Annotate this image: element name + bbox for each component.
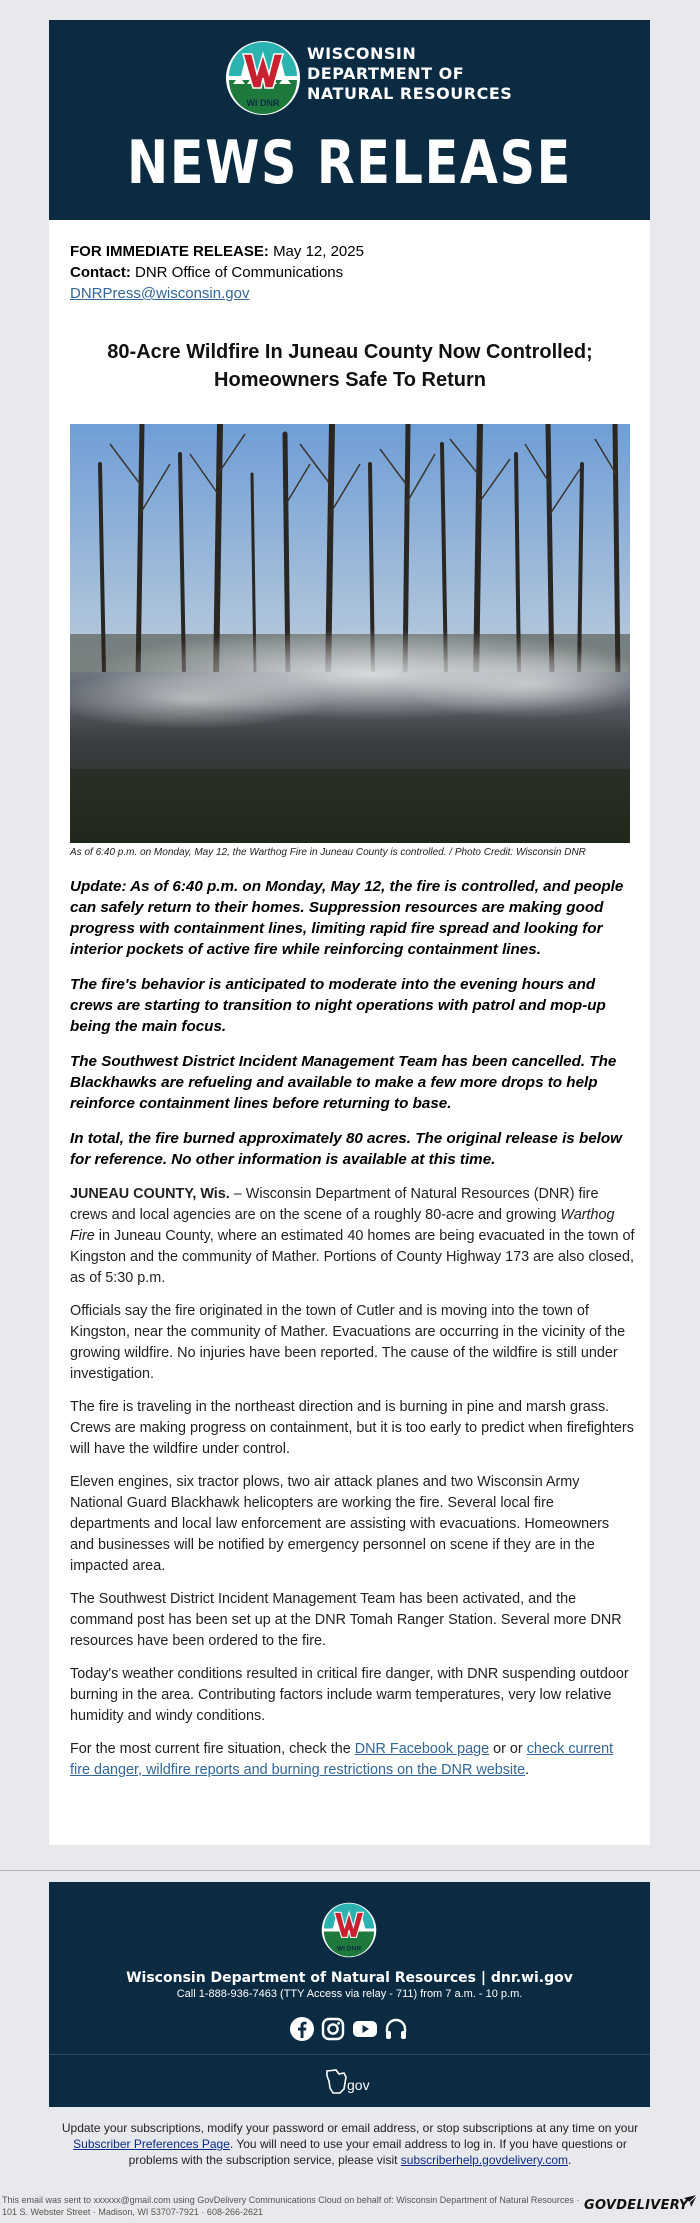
agency-name xyxy=(307,44,512,104)
dnr-facebook-link[interactable]: DNR Facebook page xyxy=(354,1741,490,1757)
update-paragraph: The fire's behavior is anticipated to moderate into the evening hours and crews are starting to transition to night operations with patrol and mop-up being the main focus. xyxy=(70,976,606,1035)
article-paragraph: The Southwest District Incident Management Team has been activated, and the command post has been set up at the DNR Tomah Ranger Station. Several more DNR resources have been ordered to the fire. xyxy=(70,1591,622,1649)
subscriber-preferences-link[interactable]: Subscriber Preferences Page xyxy=(73,2137,230,2151)
article-paragraph: Officials say the fire originated in the town of Cutler and is moving into the town of Kingston, near the community of Mather. Evacuations are occurring in the vicinity of the growing wildfire. No injuries have been reported. The cause of the wildfire is still under investigation. xyxy=(70,1303,626,1382)
wildfire-photo xyxy=(70,424,630,843)
agency-line: DEPARTMENT OF xyxy=(307,64,465,83)
notice-text: . You will need to use your email address to log in. If you have questions or problems with the subscription service, please visit xyxy=(128,2137,627,2167)
release-meta xyxy=(70,241,364,304)
govdelivery-mark-icon xyxy=(683,2194,698,2208)
svg-text:WI DNR: WI DNR xyxy=(246,98,280,108)
article-paragraph: Today's weather conditions resulted in critical fire danger, with DNR suspending outdoor burning in the area. Contributing factors include warm temperatures, very low relative humidity and windy conditions. xyxy=(70,1666,629,1724)
release-label: FOR IMMEDIATE RELEASE: xyxy=(70,243,269,260)
paragraph-text: or or xyxy=(489,1741,527,1757)
dateline: JUNEAU COUNTY, Wis. xyxy=(70,1186,230,1202)
press-email-link[interactable]: DNRPress@wisconsin.gov xyxy=(70,285,250,302)
section-divider xyxy=(0,1870,700,1871)
article-headline: 80-Acre Wildfire In Juneau County Now Controlled; Homeowners Safe To Return xyxy=(107,341,593,391)
svg-text:WI DNR: WI DNR xyxy=(336,1945,362,1953)
wi-dnr-logo xyxy=(225,40,301,116)
update-paragraph: Update: As of 6:40 p.m. on Monday, May 12, the fire is controlled, and people can safely return to their homes. Suppression resources are making good progress with containment lines, limiting rapid fire spread and looking for interior pockets of active fire while reinforcing containment lines. xyxy=(70,878,624,958)
update-paragraph: In total, the fire burned approximately 80 acres. The original release is below for reference. No other information is available at this time. xyxy=(70,1130,622,1168)
subscriber-help-link[interactable]: subscriberhelp.govdelivery.com xyxy=(400,2153,568,2167)
article-paragraph xyxy=(70,1739,636,1781)
update-paragraph: The Southwest District Incident Management Team has been cancelled. The Blackhawks are refueling and available to make a few more drops to help reinforce containment lines before returning to base. xyxy=(70,1053,617,1112)
news-header xyxy=(49,20,650,220)
subscription-notice xyxy=(55,2120,645,2168)
article-paragraph: Eleven engines, six tractor plows, two air attack planes and two Wisconsin Army National Guard Blackhawk helicopters are working the fire. Several local fire departments and local law enforcement are assisting with evacuations. Homeowners and businesses will be notified by emergency personnel on scene if they are in the impacted area. xyxy=(70,1474,610,1574)
fire-name: Warthog Fire xyxy=(70,1207,615,1244)
footer-agency-name: Wisconsin Department of Natural Resources | dnr.wi.gov xyxy=(126,1970,573,1986)
release-date: May 12, 2025 xyxy=(273,243,364,260)
agency-line: NATURAL RESOURCES xyxy=(307,84,513,103)
contact-label: Contact: xyxy=(70,264,131,281)
youtube-icon[interactable] xyxy=(352,2016,378,2042)
footer xyxy=(49,1882,650,2107)
footer-phone: Call 1-888-936-7463 (TTY Access via relay - 711) from 7 a.m. - 10 p.m. xyxy=(176,1988,523,2000)
podcast-icon[interactable] xyxy=(383,2016,409,2042)
wisconsin-gov-logo[interactable] xyxy=(324,2067,378,2097)
notice-text: Update your subscriptions, modify your password or email address, or stop subscriptions at any time on your xyxy=(61,2121,639,2135)
contact-value: DNR Office of Communications xyxy=(135,264,344,281)
paragraph-text: . xyxy=(525,1762,530,1778)
agency-line: WISCONSIN xyxy=(307,44,417,63)
paragraph-text: For the most current fire situation, check the xyxy=(70,1741,355,1757)
notice-text: . xyxy=(567,2153,572,2167)
wi-dnr-logo xyxy=(321,1902,377,1958)
social-links xyxy=(289,2015,409,2043)
footer-rule xyxy=(49,2054,650,2055)
article-paragraph: The fire is traveling in the northeast direction and is burning in pine and marsh grass. Crews are making progress on containment, but it is too early to predict when firefighters will have the wildfire under control. xyxy=(70,1399,634,1457)
news-release-title: NEWS RELEASE xyxy=(127,128,572,198)
paragraph-text: in Juneau County, where an estimated 40 homes are being evacuated in the town of Kingston and the community of Mather. Portions of County Highway 173 are also closed, as of 5:30 p.m. xyxy=(70,1228,635,1286)
facebook-icon[interactable] xyxy=(289,2016,315,2042)
news-card xyxy=(49,20,650,1845)
instagram-icon[interactable] xyxy=(320,2016,346,2042)
sent-notice: This email was sent to xxxxxx@gmail.com using GovDelivery Communications Cloud on behalf of: Wisconsin Department of Natural Resources · 101 S. Webster Street · Madison, WI 53707-7921 · 608-266-2621 xyxy=(2,2195,580,2217)
fire-danger-link[interactable]: check current fire danger, wildfire reports and burning restrictions on the DNR website xyxy=(70,1741,614,1778)
article-body xyxy=(70,876,636,1793)
photo-caption: As of 6:40 p.m. on Monday, May 12, the Warthog Fire in Juneau County is controlled. / Photo Credit: Wisconsin DNR xyxy=(70,847,586,858)
svg-text:gov: gov xyxy=(347,2077,370,2093)
article-paragraph xyxy=(70,1184,636,1289)
paragraph-text: – Wisconsin Department of Natural Resources (DNR) fire crews and local agencies are on the scene of a roughly 80-acre and growing xyxy=(70,1186,599,1223)
govdelivery-logo[interactable]: GOVDELIVERY xyxy=(584,2198,689,2213)
